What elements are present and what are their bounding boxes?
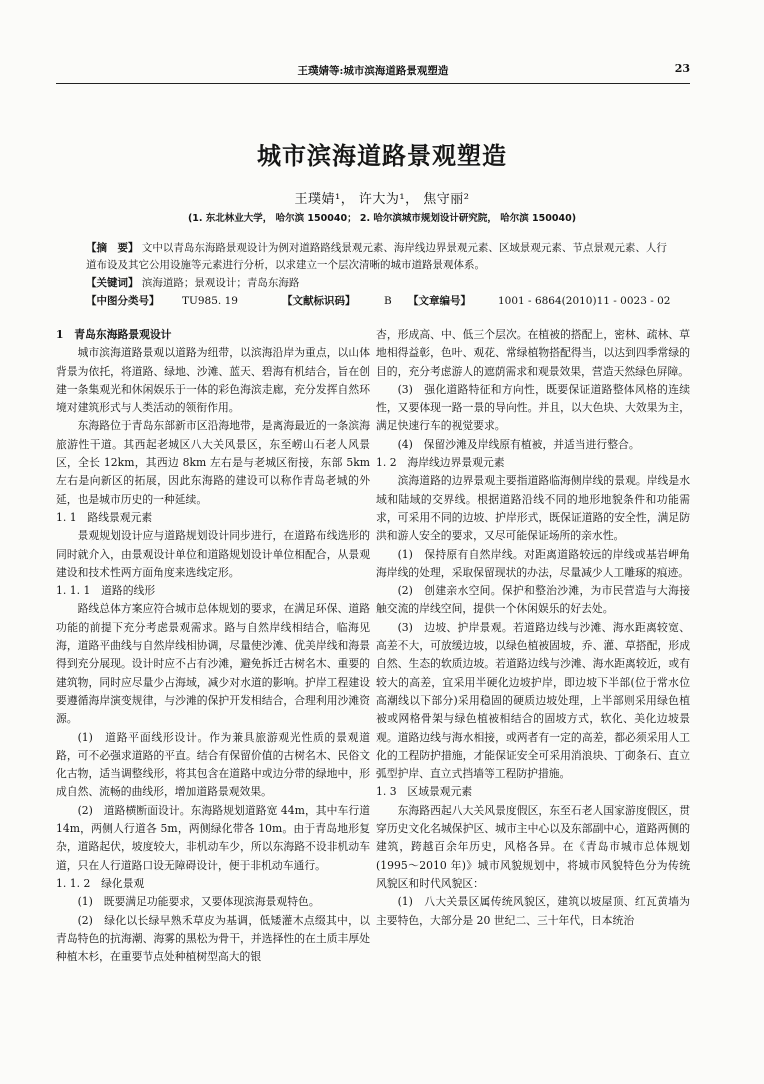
keywords [86,275,674,292]
subsection-heading: 1. 1. 1 道路的线形 [56,584,156,598]
right-column [376,326,690,930]
paragraph: 东海路西起八大关风景度假区，东至石老人国家游度假区，贯穿历史文化名城保护区、城市主中心以及东部副中心，道路两侧的建筑，跨越百余年历史，风格各异。在《青岛市城市总体规划(1995～2010 年)》城市风貌规划中，将城市风貌特色分为传统风貌区和时代风貌区： [376,803,690,890]
article-number-value: 1001 - 6864(2010)11 - 0023 - 02 [498,295,671,307]
section-heading: 1 青岛东海路景观设计 [56,328,172,341]
subsection-heading: 1. 3 区域景观元素 [376,785,473,799]
paragraph: (1) 道路平面线形设计。作为兼具旅游观光性质的景观道路，可不必强求道路的平直。结合有保留价值的古树名木、民俗文化古物，适当调整线形，将其包含在道路中或边分带的绿地中，形成自然、流畅的曲线形，增加道路景观效果。 [56,730,370,799]
doc-code-value: B [384,295,392,307]
article-number-label: 【文章编号】 [408,295,471,307]
paragraph: (2) 创建亲水空间。保护和整治沙滩，为市民营造与大海接触交流的岸线空间，提供一个休闲娱乐的好去处。 [376,584,690,616]
clc-label: 【中图分类号】 [86,295,160,307]
paragraph: (3) 强化道路特征和方向性，既要保证道路整体风格的连续性，又要体现一路一景的导向性。并且，以大色块、大效果为主，满足快速行车的视觉要求。 [376,382,690,433]
doc-code-label: 【文献标识码】 [282,295,356,307]
left-column [56,326,370,966]
paragraph: (1) 保持原有自然岸线。对距离道路较远的岸线或基岩岬角海岸线的处理，采取保留现状的办法，尽量减少人工雕琢的痕迹。 [376,547,690,579]
paragraph: (1) 既要满足功能要求，又要体现滨海景观特色。 [77,895,320,909]
paragraph: 景观规划设计应与道路规划设计同步进行，在道路布线选形的同时就介入，由景观设计单位和道路规划设计单位相配合，从景观建设和技术性两方面角度来选线定形。 [56,529,370,579]
abstract-text: 文中以青岛东海路景观设计为例对道路路线景观元素、海岸线边界景观元素、区域景观元素、节点景观元素、人行道布设及其它公用设施等元素进行分析，以求建立一个层次清晰的城市道路景观体系。 [86,242,667,271]
paragraph: 杏，形成高、中、低三个层次。在植被的搭配上，密林、疏林、草地相得益彰，色叶、观花、常绿植物搭配得当，以达到四季常绿的目的，充分考虑游人的遮荫需求和观景效果，营造天然绿色屏障。 [376,328,690,378]
paragraph: (2) 绿化以长绿早熟禾草皮为基调，低矮灌木点缀其中，以青岛特色的抗海潮、海雾的黑松为骨干，并选择性的在土质丰厚处种植木杉，在重要节点处种植树型高大的银 [56,913,370,964]
header-rule [56,83,690,84]
paragraph: 滨海道路的边界景观主要指道路临海侧岸线的景观。岸线是水域和陆域的交界线。根据道路沿线不同的地形地貌条件和功能需求，可采用不同的边坡、护岸形式，既保证道路的安全性，满足防洪和游人安全的要求，又尽可能保证场所的亲水性。 [376,474,690,543]
paragraph: 城市滨海道路景观以道路为纽带，以滨海沿岸为重点，以山体背景为依托，将道路、绿地、沙滩、蓝天、碧海有机结合，旨在创建一条集观光和休闲娱乐于一体的彩色海滨走廊，充分发挥自然环境对建筑形式与人类活动的领衔作用。 [56,346,370,415]
paragraph: (4) 保留沙滩及岸线原有植被，并适当进行整合。 [397,437,640,451]
subsection-heading: 1. 1. 2 绿化景观 [56,876,145,890]
paragraph: (1) 八大关景区属传统风貌区，建筑以坡屋顶、红瓦黄墙为主要特色，大部分是 20 世纪二、三十年代，日本统治 [376,895,690,927]
page-number: 23 [674,62,690,75]
article-affiliations: (1. 东北林业大学， 哈尔滨 150040； 2. 哈尔滨城市规划设计研究院， 哈尔滨 150040) [187,213,577,224]
article-authors: 王璞婧¹， 许大为¹， 焦守丽² [294,192,470,207]
paragraph: (3) 边坡、护岸景观。若道路边线与沙滩、海水距离较宽、高差不大，可放缓边坡，以绿色植被固坡，乔、灌、草搭配，形成自然、生态的软质边坡。若道路边线与沙滩、海水距离较近，或有较大的高差，宜采用半硬化边坡护岸，即边坡下半部(位于常水位高潮线以下部分)采用稳固的硬质边坡处理，上半部则采用绿色植被或网格骨架与绿色植被相结合的固坡方式，软化、美化边坡景观。道路边线与海水相接，或两者有一定的高差，都必须采用人工化的工程防护措施，才能保证安全可采用消浪块、丁砌条石、直立弧型护岸、直立式挡墙等工程防护措施。 [376,620,690,781]
paragraph: 东海路位于青岛东部新市区沿海地带，是离海最近的一条滨海旅游性干道。其西起老城区八大关风景区，东至崂山石老人风景区，全长 12km，其西边 8km 左右是与老城区衔接，东部 5km 左右是向新区的拓展，因此东海路的建设可以称作青岛老城的外延，也是城市历史的一种延续。 [56,419,370,506]
paragraph: (2) 道路横断面设计。东海路规划道路宽 44m，其中车行道 14m，两侧人行道各 5m，两侧绿化带各 10m。由于青岛地形复杂，道路起伏，坡度较大，非机动车少，所以东海路不设非机动车道，只在人行道路口设无障碍设计，便于非机动车通行。 [56,803,370,872]
clc-value: TU985. 19 [182,295,238,307]
subsection-heading: 1. 2 海岸线边界景观元素 [376,456,505,470]
running-header-title: 王璞婧等:城市滨海道路景观塑造 [297,65,449,77]
keywords-label: 【关键词】 [86,277,139,289]
paragraph: 路线总体方案应符合城市总体规划的要求，在满足环保、道路功能的前提下充分考虑景观需求。路与自然岸线相结合，临海见海，道路平曲线与自然岸线相协调，尽量使沙滩、优美岸线和海景得到充分展现。设计时应不占有沙滩，避免拆迁古树名木、重要的建筑物，同时应尽量少占海域，减少对水道的影响。护岸工程建设要遵循海岸演变规律，与沙滩的保护开发相结合，合理利用沙滩资源。 [56,602,370,726]
abstract [86,240,674,274]
subsection-heading: 1. 1 路线景观元素 [56,510,153,524]
abstract-label: 【摘 要】 [86,242,139,254]
keywords-text: 滨海道路；景观设计；青岛东海路 [141,277,300,289]
article-title: 城市滨海道路景观塑造 [257,142,507,170]
